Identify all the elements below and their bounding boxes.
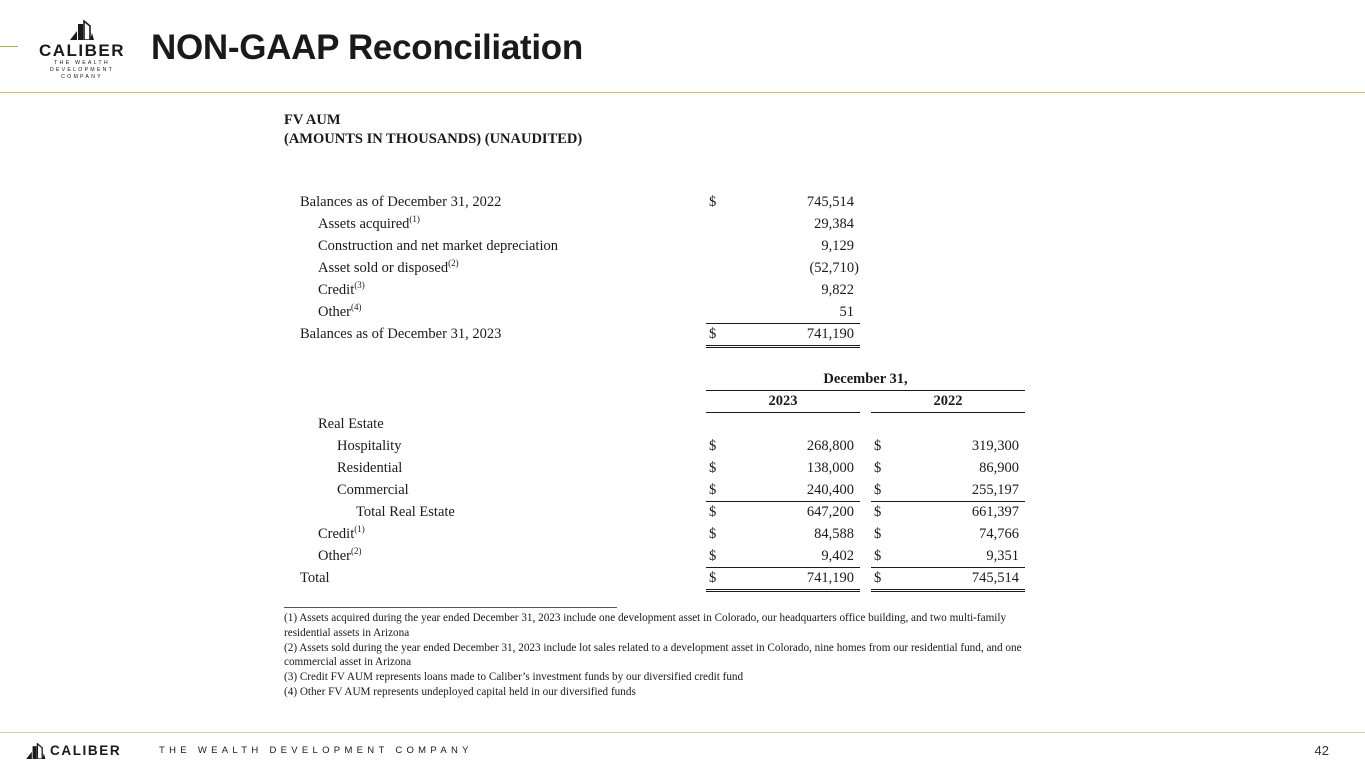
row-label: Assets acquired$^{(1)}$ [318,214,420,232]
total-double-rule [706,345,860,348]
footer-divider [0,732,1365,733]
value-cell-2022: $ 86,900 [874,460,1019,476]
value-cell: $ 741,190 [709,326,854,342]
page-title: NON-GAAP Reconciliation [151,28,583,67]
logo-tagline-line2: COMPANY [61,74,103,80]
logo-wordmark: CALIBER [38,41,126,60]
value-cell-2023: $ 84,588 [709,526,854,542]
row-label: Hospitality [337,438,402,454]
column-header-2022: 2022 [933,393,963,409]
footnote-4: (4) Other FV AUM represents undeployed capital held in our diversified funds [284,685,636,698]
value-cell-2023: $ 647,200 [709,504,854,520]
value-cell-2022: $ 255,197 [874,482,1019,498]
logo-tagline [24,60,140,81]
value-cell: 9,129 [821,238,854,254]
value-cell: (52,710) [809,260,859,276]
row-label: Other$^{(2)}$ [318,546,362,564]
footnote-1: (1) Assets acquired during the year ended December 31, 2023 include one development asset in Colorado, our headquarters office building, and two multi-family residential assets in Arizona [284,612,1007,639]
value-cell-2022: $ 661,397 [874,504,1019,520]
row-label: Balances as of December 31, 2023 [300,326,502,342]
section-title-line2: (AMOUNTS IN THOUSANDS) (UNAUDITED) [284,131,583,147]
value-cell-2023: $ 240,400 [709,482,854,498]
header-accent-line [0,46,18,47]
row-label: Credit$^{(1)}$ [318,524,365,542]
row-label: Other$^{(4)}$ [318,302,362,320]
footnote-3: (3) Credit FV AUM represents loans made to Caliber’s investment funds by our diversified credit fund [284,671,744,684]
row-label: Real Estate [318,416,384,432]
header-rule [871,412,1025,413]
row-label: Total [300,570,330,586]
total-double-rule [706,589,860,592]
value-cell-2022: $ 74,766 [874,526,1019,542]
row-label: Commercial [337,482,409,498]
section-title [284,111,582,149]
total-double-rule [871,589,1025,592]
header-rule [706,412,860,413]
column-group-header: December 31, [823,371,908,387]
logo-tagline-line1: THE WEALTH DEVELOPMENT [49,60,115,73]
value-cell-2022: $ 745,514 [874,570,1019,586]
row-label: Construction and net market depreciation [318,238,558,254]
value-cell: 29,384 [814,216,854,232]
row-label: Balances as of December 31, 2022 [300,194,502,210]
value-cell: $ 745,514 [709,194,854,210]
caliber-logo [24,20,140,80]
row-label: Total Real Estate [356,504,455,520]
value-cell-2022: $ 319,300 [874,438,1019,454]
footer-tagline: THE WEALTH DEVELOPMENT COMPANY [159,745,473,756]
value-cell-2022: $ 9,351 [874,548,1019,564]
footnotes [284,611,1044,700]
column-header-2023: 2023 [768,393,798,409]
row-label: Residential [337,460,403,476]
row-label: Credit$^{(3)}$ [318,280,365,298]
footer-wordmark: CALIBER [50,743,122,758]
value-cell-2023: $ 268,800 [709,438,854,454]
header-divider [0,92,1365,93]
value-cell-2023: $ 9,402 [709,548,854,564]
page-number: 42 [1314,743,1329,758]
section-title-line1: FV AUM [284,112,341,128]
footnote-2: (2) Assets sold during the year ended December 31, 2023 include lot sales related to a development asset in Colorado, nine homes from our residential fund, and one commercial asset in Arizona [284,641,1022,669]
row-label: Asset sold or disposed$^{(2)}$ [318,258,459,276]
value-cell: 51 [839,304,854,320]
footnote-divider [284,607,617,608]
value-cell-2023: $ 138,000 [709,460,854,476]
building-logo-icon [68,20,94,40]
value-cell: 9,822 [821,282,854,298]
value-cell-2023: $ 741,190 [709,570,854,586]
building-logo-icon [24,743,46,759]
